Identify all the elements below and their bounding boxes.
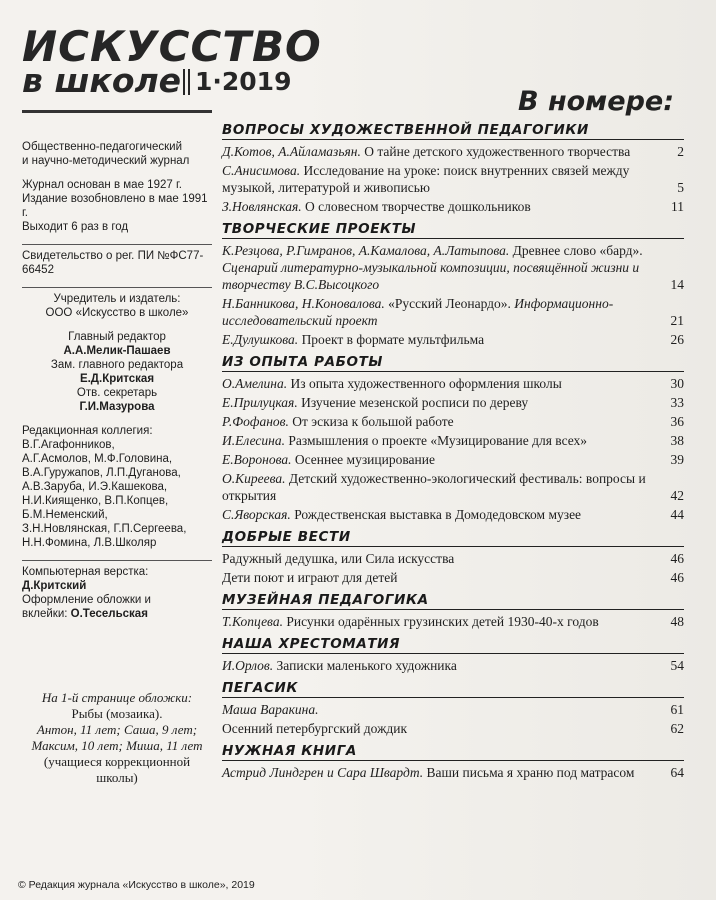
toc-page-number: 14 [670, 277, 684, 292]
in-issue-heading: В номере: [518, 86, 675, 117]
toc-section-heading: ДОБРЫЕ ВЕСТИ [222, 529, 684, 547]
toc-author: К.Резцова, Р.Гимранов, А.Камалова, А.Латыпова. [222, 243, 510, 258]
toc-entry[interactable] [222, 432, 684, 449]
divider [22, 287, 212, 288]
toc-author: Е.Прилуцкая. [222, 395, 298, 410]
toc-entry[interactable] [222, 242, 684, 293]
journal-type-line: и научно-методический журнал [22, 155, 190, 167]
toc-title: Ваши письма я храню под матрасом [423, 765, 635, 780]
toc-entry[interactable] [222, 375, 684, 392]
toc-author: И.Елесина. [222, 433, 285, 448]
cover-note-title: На 1-й странице обложки: [41, 690, 193, 705]
toc-author: С.Яворская. [222, 507, 291, 522]
masthead-rule [22, 110, 212, 113]
toc-author: И.Орлов. [222, 658, 274, 673]
board-member-line: Н.И.Киященко, В.П.Копцев, [22, 495, 169, 507]
toc-author: Д.Котов, А.Айламазьян. [222, 144, 361, 159]
toc-page-number: 11 [671, 199, 684, 214]
journal-type-line: Общественно-педагогический [22, 141, 183, 153]
cover-note-school: (учащиеся коррекционной [43, 754, 191, 769]
toc-page-number: 21 [670, 313, 684, 328]
toc-entry[interactable] [222, 413, 684, 430]
toc-entry[interactable] [222, 470, 684, 504]
toc-page-number: 62 [670, 721, 684, 736]
toc-subtitle: Сценарий литературно-музыкальной композиции, посвящённой жизни и творчеству В.С.Высоцкого [222, 260, 640, 292]
founder-label: Учредитель и издатель: [53, 293, 181, 305]
table-of-contents [222, 122, 684, 783]
toc-page-number: 2 [677, 144, 684, 159]
toc-author: Астрид Линдгрен и Сара Швардт. [222, 765, 424, 780]
imprint-column [22, 140, 212, 631]
toc-author: Р.Фофанов. [222, 414, 289, 429]
toc-title: Записки маленького художника [273, 658, 457, 673]
toc-entry[interactable] [222, 657, 684, 674]
toc-page-number: 61 [670, 702, 684, 717]
journal-type [22, 140, 212, 168]
toc-title: Дети поют и играют для детей [222, 570, 398, 585]
issue-number: 1·2019 [183, 69, 291, 95]
toc-entry[interactable] [222, 394, 684, 411]
toc-page-number: 39 [670, 452, 684, 467]
board-member-line: А.В.Заруба, И.Э.Кашекова, [22, 481, 168, 493]
chief-editor-name: А.А.Мелик-Пашаев [63, 345, 171, 357]
toc-entry[interactable] [222, 198, 684, 215]
toc-entry[interactable] [222, 295, 684, 329]
toc-title: Размышления о проекте «Музицирование для всех» [284, 433, 588, 448]
board-member-line: В.А.Гуружапов, Л.П.Дуганова, [22, 467, 181, 479]
toc-title: Рисунки одарённых грузинских детей 1930-40-х годов [282, 614, 599, 629]
cover-design-name: О.Тесельская [70, 608, 148, 620]
toc-title: От эскиза к большой работе [288, 414, 454, 429]
toc-author: Е.Воронова. [222, 452, 292, 467]
board-member-line: А.Г.Асмолов, М.Ф.Головина, [22, 453, 173, 465]
toc-entry[interactable] [222, 451, 684, 468]
toc-page-number: 36 [670, 414, 684, 429]
toc-title: Осеннее музицирование [291, 452, 435, 467]
toc-author: О.Амелина. [222, 376, 288, 391]
journal-history [22, 178, 212, 234]
masthead-subtitle: в школе [22, 61, 182, 100]
toc-author: Н.Банникова, Н.Коновалова. [222, 296, 385, 311]
toc-section-heading: ТВОРЧЕСКИЕ ПРОЕКТЫ [222, 221, 684, 239]
toc-entry[interactable] [222, 162, 684, 196]
toc-entry[interactable] [222, 506, 684, 523]
toc-subtitle: Информационно-исследовательский проект [222, 296, 614, 328]
cover-note-authors: Антон, 11 лет; Саша, 9 лет; [36, 722, 198, 737]
toc-title: Исследование на уроке: поиск внутренних связей между музыкой, литературой и живописью [222, 163, 630, 195]
layout-label: Компьютерная верстка: [22, 566, 149, 578]
layout-name: Д.Критский [22, 580, 87, 592]
cover-note-work: Рыбы (мозаика). [71, 706, 163, 721]
toc-section-heading: ВОПРОСЫ ХУДОЖЕСТВЕННОЙ ПЕДАГОГИКИ [222, 122, 684, 140]
production-block [22, 565, 212, 621]
toc-page-number: 38 [670, 433, 684, 448]
toc-page-number: 64 [670, 765, 684, 780]
cover-note [22, 690, 212, 786]
toc-title: О словесном творчестве дошкольников [301, 199, 531, 214]
board-member-line: В.Г.Агафонников, [22, 439, 115, 451]
cover-note-school: школы) [96, 770, 138, 785]
divider [22, 560, 212, 561]
editors-block [22, 330, 212, 414]
toc-page-number: 33 [670, 395, 684, 410]
toc-title: Радужный дедушка, или Сила искусства [222, 551, 455, 566]
toc-page-number: 54 [670, 658, 684, 673]
toc-entry[interactable] [222, 331, 684, 348]
toc-title: Проект в формате мультфильма [298, 332, 485, 347]
board-member-line: З.Н.Новлянская, Г.П.Сергеева, [22, 523, 187, 535]
toc-entry[interactable] [222, 764, 684, 781]
toc-title: Древнее слово «бард». [509, 243, 643, 258]
toc-page-number: 42 [670, 488, 684, 503]
toc-section-heading: ПЕГАСИК [222, 680, 684, 698]
secretary-name: Г.И.Мазурова [79, 401, 155, 413]
toc-section-heading: НАША ХРЕСТОМАТИЯ [222, 636, 684, 654]
chief-editor-label: Главный редактор [68, 331, 166, 343]
renewed-line: Издание возобновлено в мае 1991 г. [22, 193, 208, 219]
divider [22, 244, 212, 245]
toc-entry[interactable] [222, 143, 684, 160]
toc-entry[interactable] [222, 720, 684, 737]
cover-design-label: Оформление обложки и [22, 594, 151, 606]
toc-author: О.Киреева. [222, 471, 286, 486]
deputy-label: Зам. главного редактора [50, 359, 184, 371]
founded-line: Журнал основан в мае 1927 г. [22, 179, 182, 191]
founder-name: ООО «Искусство в школе» [45, 307, 189, 319]
toc-author: Т.Копцева. [222, 614, 283, 629]
board-block [22, 424, 212, 550]
masthead-title: ИСКУССТВО [22, 22, 322, 71]
founder-block [22, 292, 212, 320]
toc-page-number: 44 [670, 507, 684, 522]
registration-line: Свидетельство о рег. ПИ №ФС77-66452 [22, 250, 204, 276]
cover-design-label: вклейки: [22, 608, 68, 620]
toc-page-number: 48 [670, 614, 684, 629]
toc-page-number: 46 [670, 570, 684, 585]
toc-entry[interactable] [222, 613, 684, 630]
toc-title: Рождественская выставка в Домодедовском музее [290, 507, 582, 522]
toc-title: «Русский Леонардо». [384, 296, 515, 311]
toc-page-number: 46 [670, 551, 684, 566]
toc-entry[interactable] [222, 569, 684, 586]
toc-title: О тайне детского художественного творчества [360, 144, 631, 159]
toc-author: С.Анисимова. [222, 163, 301, 178]
toc-title: Изучение мезенской росписи по дереву [297, 395, 529, 410]
copyright-notice: © Редакция журнала «Искусство в школе», 2019 [18, 879, 255, 891]
toc-entry[interactable] [222, 550, 684, 567]
toc-title: Осенний петербургский дождик [222, 721, 408, 736]
board-member-line: Б.М.Неменский, [22, 509, 108, 521]
toc-section-heading: МУЗЕЙНАЯ ПЕДАГОГИКА [222, 592, 684, 610]
deputy-name: Е.Д.Критская [79, 373, 155, 385]
toc-section-heading: НУЖНАЯ КНИГА [222, 743, 684, 761]
toc-author: Е.Дулушкова. [222, 332, 299, 347]
toc-page-number: 30 [670, 376, 684, 391]
frequency-line: Выходит 6 раз в год [22, 221, 129, 233]
toc-author: Маша Варакина. [222, 702, 319, 717]
toc-page-number: 26 [670, 332, 684, 347]
toc-page-number: 5 [677, 180, 684, 195]
toc-title: Из опыта художественного оформления школы [287, 376, 562, 391]
cover-note-authors: Максим, 10 лет; Миша, 11 лет [31, 738, 203, 753]
toc-title: Детский художественно-экологический фестиваль: вопросы и открытия [222, 471, 646, 503]
board-member-line: Н.Н.Фомина, Л.В.Школяр [22, 537, 157, 549]
toc-section-heading: ИЗ ОПЫТА РАБОТЫ [222, 354, 684, 372]
board-label: Редакционная коллегия: [22, 425, 153, 437]
toc-author: З.Новлянская. [222, 199, 302, 214]
toc-entry[interactable] [222, 701, 684, 718]
secretary-label: Отв. секретарь [76, 387, 158, 399]
